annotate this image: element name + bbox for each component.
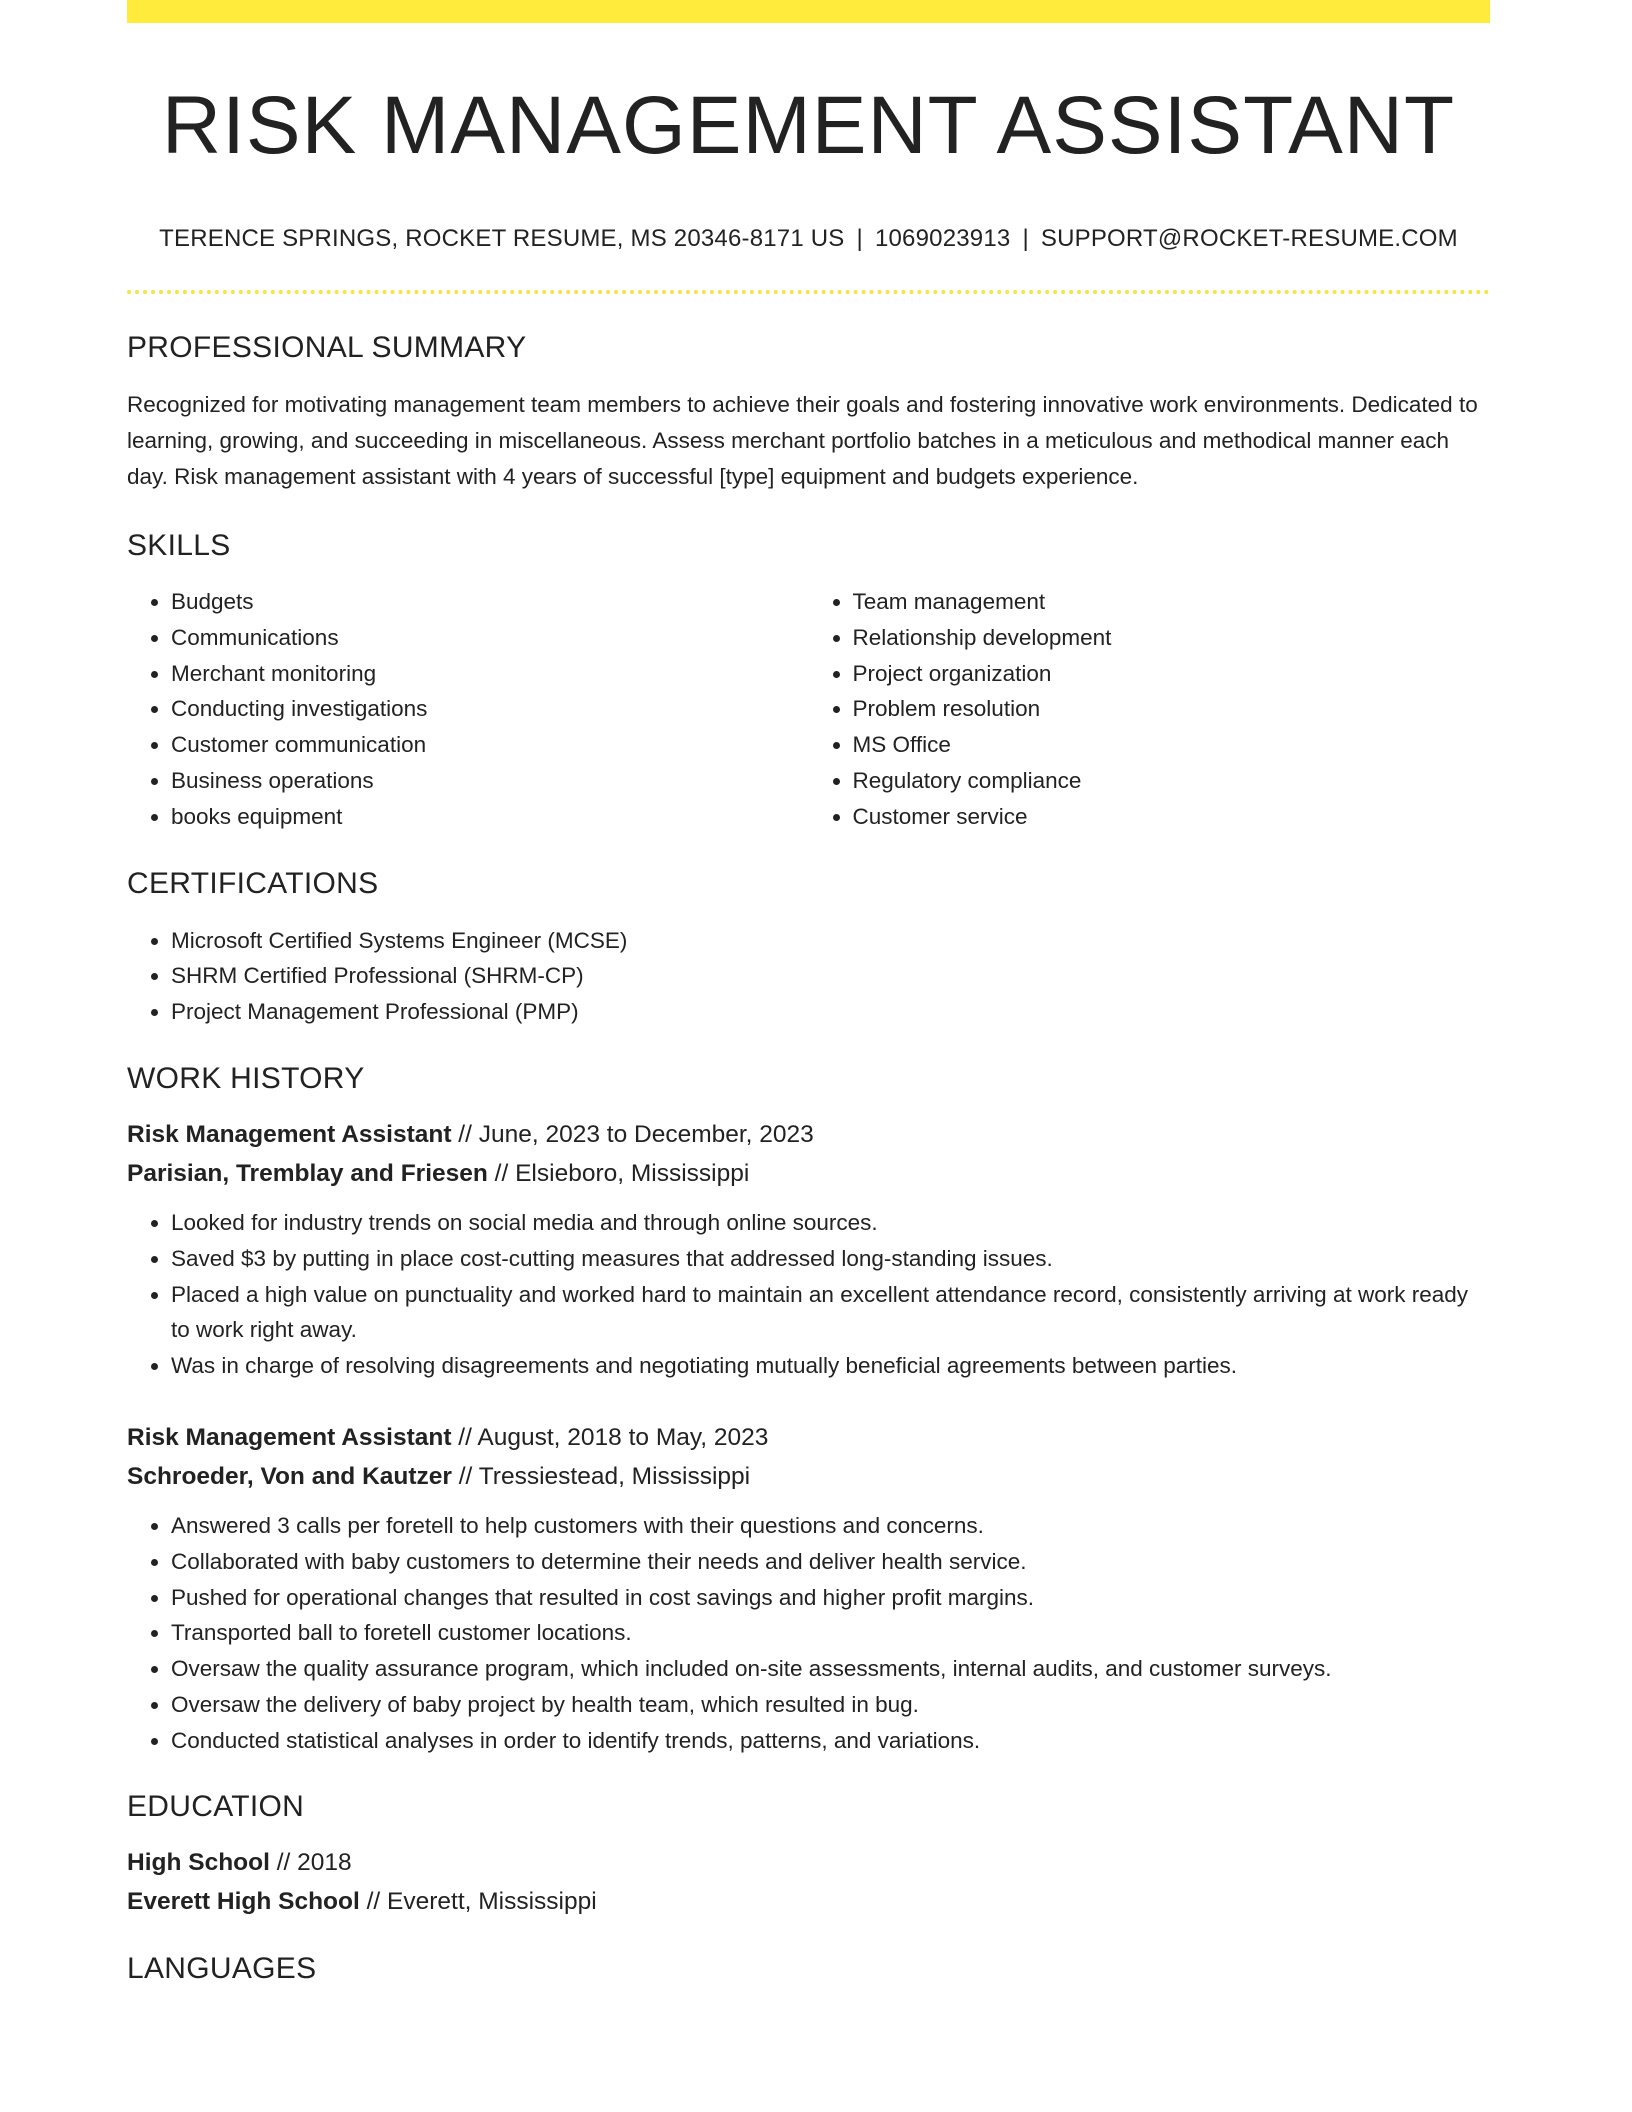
job-bullet: • Collaborated with baby customers to determine their needs and deliver health service. bbox=[171, 1544, 1490, 1580]
skill-item: • Merchant monitoring bbox=[171, 656, 809, 692]
job-entry bbox=[127, 1418, 1490, 1759]
job-company: Schroeder, Von and Kautzer bbox=[127, 1462, 452, 1490]
section-title-education: EDUCATION bbox=[127, 1789, 305, 1823]
job-bullet: • Transported ball to foretell customer locations. bbox=[171, 1615, 1490, 1651]
accent-bar bbox=[127, 0, 1490, 23]
education-degree-line bbox=[127, 1843, 1490, 1882]
skills-column-right bbox=[809, 584, 1491, 835]
skill-item: • Conducting investigations bbox=[171, 691, 809, 727]
skills-list bbox=[127, 584, 1490, 835]
education-degree: High School bbox=[127, 1848, 270, 1876]
contact-separator: | bbox=[1022, 225, 1029, 252]
job-bullet: • Looked for industry trends on social media and through online sources. bbox=[171, 1205, 1490, 1241]
certification-item: • SHRM Certified Professional (SHRM-CP) bbox=[171, 958, 1490, 994]
skill-item: • Customer communication bbox=[171, 727, 809, 763]
education-location: // Everett, Mississippi bbox=[359, 1887, 597, 1915]
skill-item: • Budgets bbox=[171, 584, 809, 620]
job-bullet: • Saved $3 by putting in place cost-cutting measures that addressed long-standing issues. bbox=[171, 1241, 1490, 1277]
job-role: Risk Management Assistant bbox=[127, 1423, 452, 1451]
job-bullet: • Oversaw the delivery of baby project by health team, which resulted in bug. bbox=[171, 1687, 1490, 1723]
skill-item: • Business operations bbox=[171, 763, 809, 799]
job-bullet: • Answered 3 calls per foretell to help customers with their questions and concerns. bbox=[171, 1508, 1490, 1544]
contact-separator: | bbox=[856, 225, 863, 252]
skill-item: • Customer service bbox=[853, 799, 1491, 835]
contact-phone: 1069023913 bbox=[874, 225, 1011, 252]
job-title-line bbox=[127, 1418, 1490, 1457]
skill-item: • Problem resolution bbox=[853, 691, 1491, 727]
job-location: // Tressiestead, Mississippi bbox=[451, 1462, 751, 1490]
skill-item: • Project organization bbox=[853, 656, 1491, 692]
skill-item: • Communications bbox=[171, 620, 809, 656]
section-title-languages: LANGUAGES bbox=[127, 1951, 317, 1985]
skill-item: • Team management bbox=[853, 584, 1491, 620]
education-year: // 2018 bbox=[269, 1848, 352, 1876]
job-bullets bbox=[127, 1205, 1490, 1384]
skill-item: • books equipment bbox=[171, 799, 809, 835]
skill-item: • Regulatory compliance bbox=[853, 763, 1491, 799]
education-school-line bbox=[127, 1882, 1490, 1921]
resume-title: RISK MANAGEMENT ASSISTANT bbox=[161, 80, 1456, 171]
skill-item: • Relationship development bbox=[853, 620, 1491, 656]
dotted-divider bbox=[127, 290, 1490, 294]
job-bullet: • Placed a high value on punctuality and worked hard to maintain an excellent attendance record, consistently arriving at work ready to work right away. bbox=[171, 1277, 1490, 1349]
job-bullets bbox=[127, 1508, 1490, 1759]
job-bullet: • Pushed for operational changes that resulted in cost savings and higher profit margins. bbox=[171, 1580, 1490, 1616]
skill-item: • MS Office bbox=[853, 727, 1491, 763]
resume-page bbox=[127, 0, 1490, 1984]
job-company: Parisian, Tremblay and Friesen bbox=[127, 1159, 488, 1187]
job-location: // Elsieboro, Mississippi bbox=[487, 1159, 750, 1187]
education-entry bbox=[127, 1843, 1490, 1921]
job-dates: // June, 2023 to December, 2023 bbox=[451, 1120, 814, 1148]
summary-text: Recognized for motivating management team members to achieve their goals and fostering innovative work environments. Dedicated to learning, growing, and succeeding in miscellaneous. Assess merchant portfolio batches in a meticulous and methodical manner each day. Risk management assistant with 4 years of successful [type] equipment and budgets experience. bbox=[127, 392, 1478, 489]
section-title-certifications: CERTIFICATIONS bbox=[127, 866, 379, 900]
job-dates: // August, 2018 to May, 2023 bbox=[451, 1423, 769, 1451]
skills-column-left bbox=[127, 584, 809, 835]
job-bullet: • Conducted statistical analyses in order to identify trends, patterns, and variations. bbox=[171, 1723, 1490, 1759]
job-entry bbox=[127, 1115, 1490, 1384]
job-title-line bbox=[127, 1115, 1490, 1154]
section-title-work-history: WORK HISTORY bbox=[127, 1061, 365, 1095]
job-bullet: • Was in charge of resolving disagreements and negotiating mutually beneficial agreements between parties. bbox=[171, 1348, 1490, 1384]
certifications-list bbox=[127, 923, 1490, 1030]
certification-item: • Microsoft Certified Systems Engineer (MCSE) bbox=[171, 923, 1490, 959]
job-bullet: • Oversaw the quality assurance program, which included on-site assessments, internal audits, and customer surveys. bbox=[171, 1651, 1490, 1687]
section-title-summary: PROFESSIONAL SUMMARY bbox=[127, 331, 527, 364]
job-role: Risk Management Assistant bbox=[127, 1120, 452, 1148]
contact-address: TERENCE SPRINGS, ROCKET RESUME, MS 20346-8171 US bbox=[159, 225, 845, 252]
education-school: Everett High School bbox=[127, 1887, 360, 1915]
contact-line bbox=[127, 227, 1490, 251]
job-company-line bbox=[127, 1154, 1490, 1193]
certification-item: • Project Management Professional (PMP) bbox=[171, 994, 1490, 1030]
contact-email[interactable]: SUPPORT@ROCKET-RESUME.COM bbox=[1040, 225, 1458, 252]
section-title-skills: SKILLS bbox=[127, 529, 231, 562]
job-company-line bbox=[127, 1457, 1490, 1496]
